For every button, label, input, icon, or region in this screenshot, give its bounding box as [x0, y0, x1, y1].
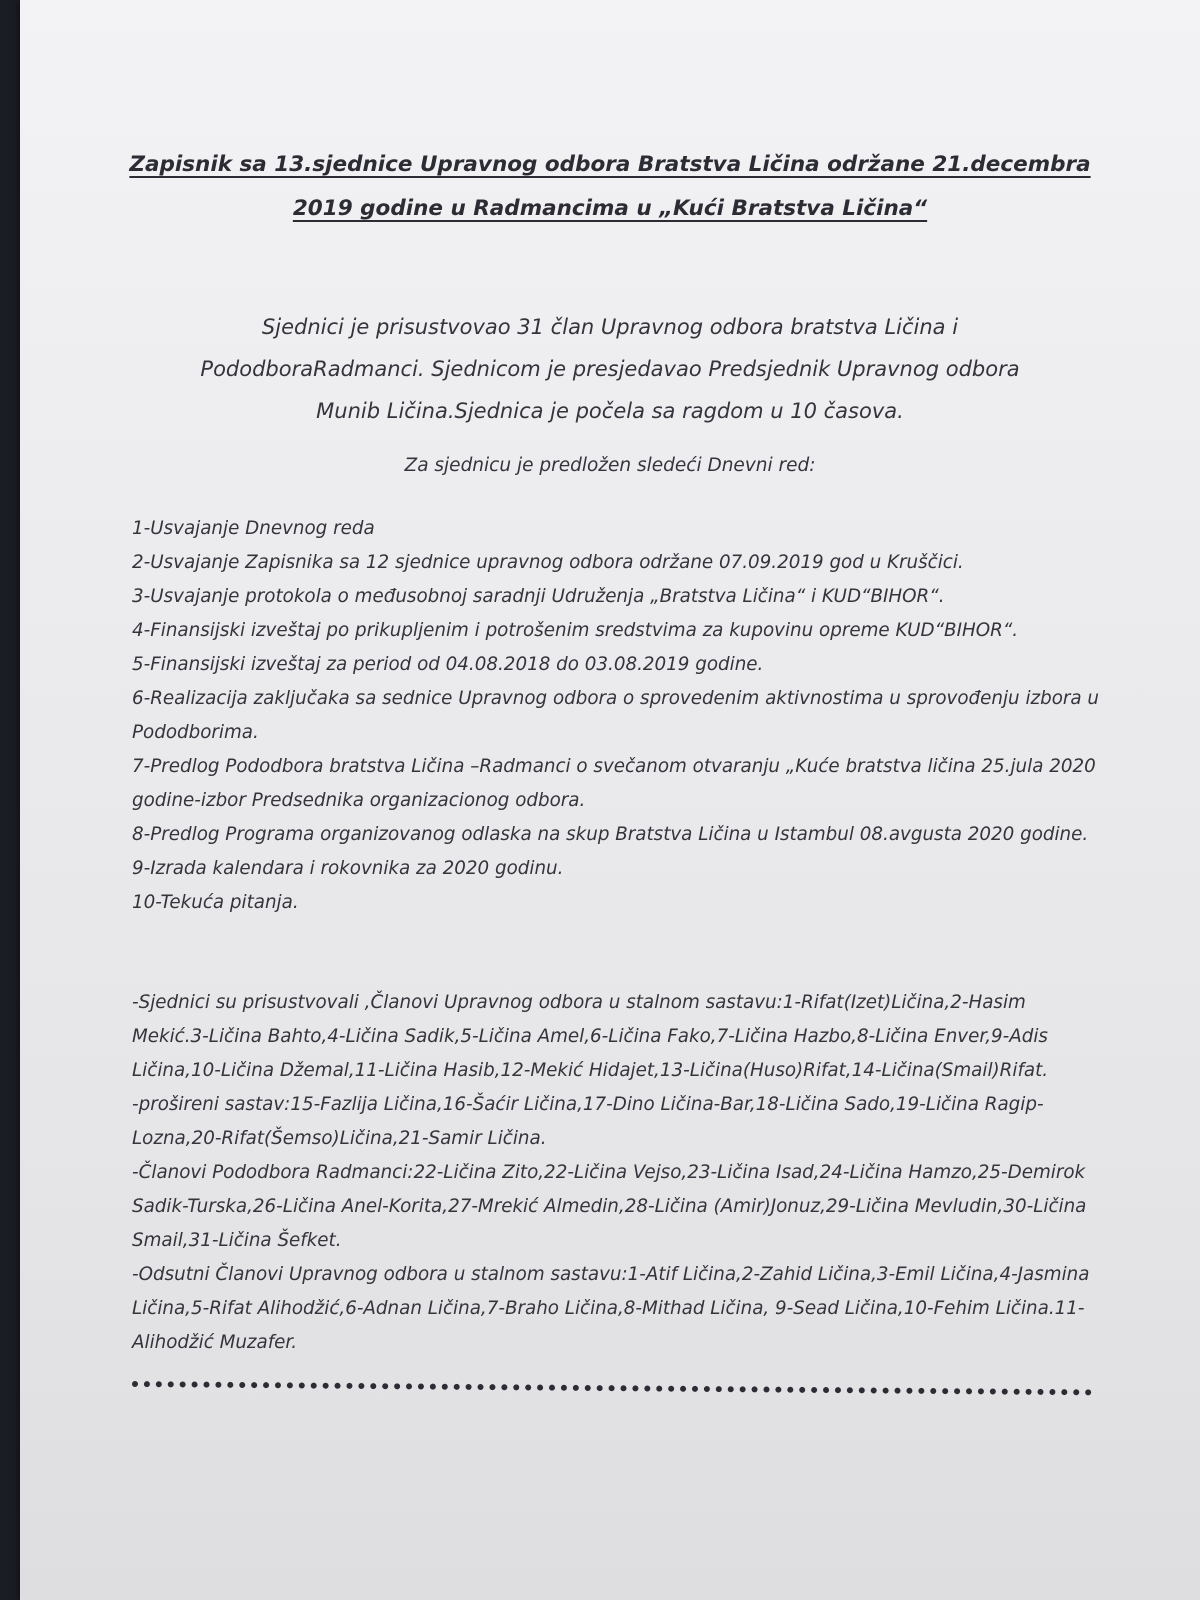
- agenda-item: 7-Predlog Pododbora bratstva Ličina –Radmanci o svečanom otvaranju „Kuće bratstva ličina 25.jula 2020 godine-izbor Predsednika organizacionog odbora.: [132, 756, 1096, 811]
- agenda-item: 6-Realizacija zaključaka sa sednice Upravnog odbora o sprovedenim aktivnostima u sprovođenju izbora u Pododborima.: [132, 688, 1100, 743]
- intro-line-1: Sjednici je prisustvovao 31 član Upravnog odbora bratstva Ličina i: [261, 315, 959, 339]
- attendance-permanent: -Sjednici su prisustvovali ,Članovi Upravnog odbora u stalnom sastavu:1-Rifat(Izet)Ličina,2-Hasim Mekić.3-Ličina Bahto,4-Ličina Sadik,5-Ličina Amel,6-Ličina Fako,7-Ličina Hazbo,8-Ličina Enver,9-Adis Ličina,10-Ličina Džemal,11-Ličina Hasib,12-Mekić Hidajet,13-Ličina(Huso)Rifat,14-Ličina(Smail)Rifat.: [132, 992, 1049, 1081]
- attendance-absent: -Odsutni Članovi Upravnog odbora u stalnom sastavu:1-Atif Ličina,2-Zahid Ličina,3-Emil Ličina,4-Jasmina Ličina,5-Rifat Alihodžić,6-Adnan Ličina,7-Braho Ličina,8-Mithad Ličina, 9-Sead Ličina,10-Fehim Ličina.11-Alihodžić Muzafer.: [132, 1264, 1090, 1353]
- title-line-2: 2019 godine u Radmancima u „Kući Bratstva Ličina“: [292, 196, 928, 221]
- dotted-separator: [132, 1381, 1092, 1395]
- agenda-item: 8-Predlog Programa organizovanog odlaska na skup Bratstva Ličina u Istambul 08.avgusta 2020 godine.: [132, 824, 1089, 845]
- attendance-extended: -prošireni sastav:15-Fazlija Ličina,16-Šaćir Ličina,17-Dino Ličina-Bar,18-Ličina Sado,19-Ličina Ragip-Lozna,20-Rifat(Šemso)Ličina,21-Samir Ličina.: [132, 1094, 1044, 1149]
- attendance-section: [132, 986, 1092, 1360]
- intro-line-3: Munib Ličina.Sjednica je počela sa ragdom u 10 časova.: [316, 399, 904, 423]
- document-title: [20, 143, 1200, 231]
- agenda-item: 1-Usvajanje Dnevnog reda: [132, 518, 375, 539]
- agenda-list: [132, 512, 1112, 920]
- agenda-item: 9-Izrada kalendara i rokovnika za 2020 godinu.: [132, 858, 564, 879]
- agenda-item: 10-Tekuća pitanja.: [132, 892, 299, 913]
- agenda-item: 3-Usvajanje protokola o međusobnoj saradnji Udruženja „Bratstva Ličina“ i KUD“BIHOR“.: [132, 586, 945, 607]
- agenda-item: 5-Finansijski izveštaj za period od 04.08.2018 do 03.08.2019 godine.: [132, 654, 764, 675]
- intro-paragraph: [20, 306, 1200, 432]
- agenda-item: 2-Usvajanje Zapisnika sa 12 sjednice upravnog odbora održane 07.09.2019 god u Kruščici.: [132, 552, 964, 573]
- document-page: [20, 0, 1200, 1600]
- attendance-subcommittee: -Članovi Pododbora Radmanci:22-Ličina Zito,22-Ličina Vejso,23-Ličina Isad,24-Ličina Hamzo,25-Demirok Sadik-Turska,26-Ličina Anel-Korita,27-Mrekić Almedin,28-Ličina (Amir)Jonuz,29-Ličina Mevludin,30-Ličina Smail,31-Ličina Šefket.: [132, 1162, 1087, 1251]
- agenda-item: 4-Finansijski izveštaj po prikupljenim i potrošenim sredstvima za kupovinu opreme KUD“BIHOR“.: [132, 620, 1019, 641]
- title-line-1: Zapisnik sa 13.sjednice Upravnog odbora Bratstva Ličina održane 21.decembra: [129, 152, 1091, 177]
- intro-line-2: PododboraRadmanci. Sjednicom je presjedavao Predsjednik Upravnog odbora: [200, 357, 1020, 381]
- agenda-intro: Za sjednicu je predložen sledeći Dnevni red:: [404, 455, 816, 476]
